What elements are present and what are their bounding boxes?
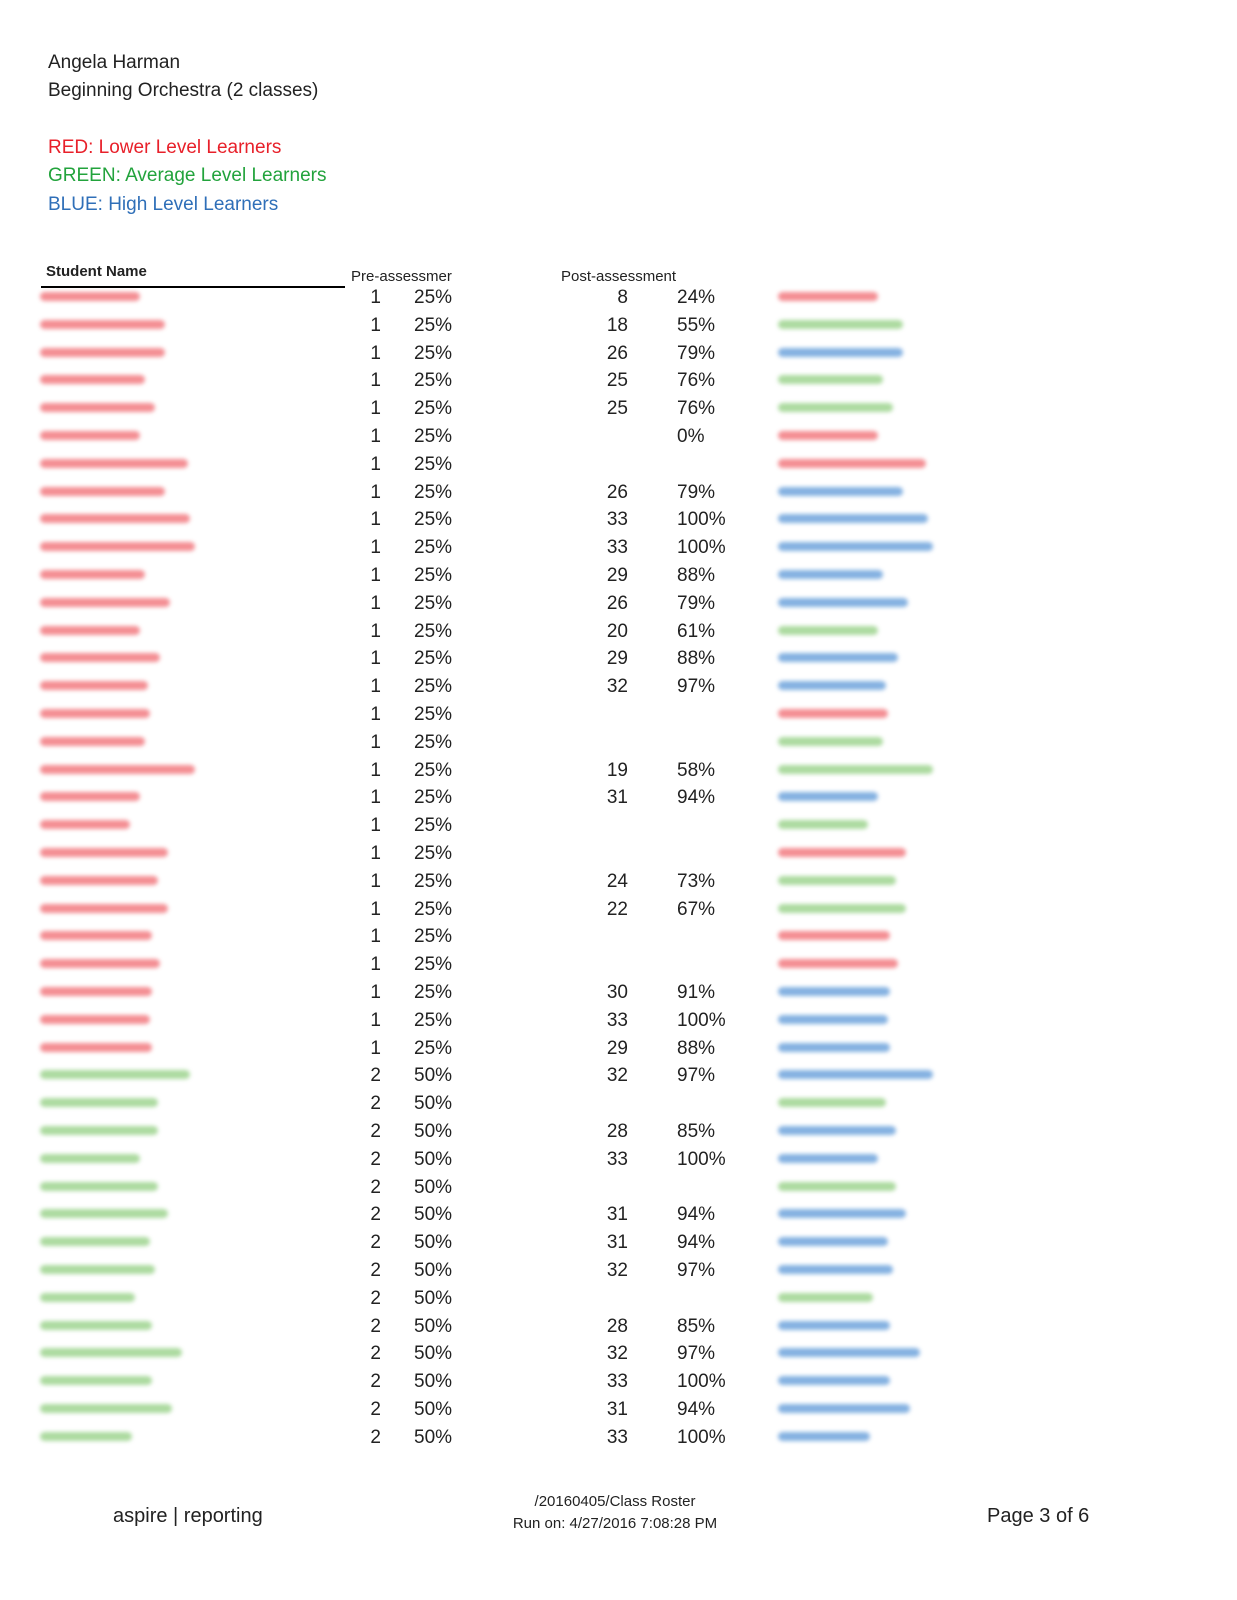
post-assessment-percent: 73% (677, 870, 716, 892)
table-row (0, 954, 1237, 982)
post-assessment-score: 30 (606, 982, 628, 1003)
pre-assessment-level: 1 (370, 592, 381, 614)
post-assessment-score: 33 (606, 1426, 628, 1448)
pre-assessment-level: 1 (370, 898, 381, 920)
pre-assessment-level: 1 (370, 398, 381, 420)
student-name-grouped-redacted (778, 737, 883, 746)
post-assessment-score: 31 (606, 787, 628, 809)
column-header-student-name: Student Name (46, 263, 147, 280)
table-row (0, 370, 1237, 398)
post-assessment-score: 26 (606, 481, 628, 503)
student-name-redacted (40, 514, 190, 523)
table-row (0, 1399, 1237, 1427)
pre-assessment-percent: 50% (414, 1399, 453, 1420)
post-assessment-score: 25 (606, 370, 628, 392)
post-assessment-percent: 76% (677, 398, 716, 420)
pre-assessment-level: 2 (370, 1371, 381, 1393)
post-assessment-percent: 88% (677, 648, 716, 670)
post-assessment-percent: 100% (677, 537, 726, 559)
table-row (0, 565, 1237, 593)
table-row (0, 1093, 1237, 1121)
pre-assessment-percent: 25% (414, 481, 453, 503)
student-name-redacted (40, 403, 155, 412)
student-name-redacted (40, 1154, 140, 1163)
table-row (0, 648, 1237, 676)
student-name-grouped-redacted (778, 848, 906, 857)
student-name-redacted (40, 320, 165, 329)
student-name-grouped-redacted (778, 820, 868, 829)
pre-assessment-level: 2 (370, 1093, 381, 1115)
table-row (0, 1038, 1237, 1066)
post-assessment-percent: 79% (677, 481, 716, 503)
pre-assessment-level: 2 (370, 1232, 381, 1254)
pre-assessment-level: 2 (370, 1426, 381, 1448)
post-assessment-score: 25 (606, 398, 628, 420)
post-assessment-score: 28 (606, 1121, 628, 1142)
post-assessment-percent: 100% (677, 1371, 726, 1393)
student-name-redacted (40, 987, 152, 996)
pre-assessment-level: 1 (370, 620, 381, 642)
pre-assessment-level: 1 (370, 481, 381, 503)
pre-assessment-level: 1 (370, 704, 381, 725)
student-name-grouped-redacted (778, 626, 878, 635)
pre-assessment-percent: 25% (414, 870, 453, 892)
column-header-post-assessment: Post-assessment (561, 268, 677, 285)
student-name-redacted (40, 848, 168, 857)
pre-assessment-level: 1 (370, 759, 381, 781)
post-assessment-score: 33 (606, 1009, 628, 1031)
post-assessment-score: 33 (606, 537, 628, 559)
post-assessment-score: 24 (606, 870, 628, 892)
table-row (0, 982, 1237, 1010)
student-name-grouped-redacted (778, 1293, 873, 1302)
table-row (0, 454, 1237, 482)
student-name-grouped-redacted (778, 487, 903, 496)
pre-assessment-level: 2 (370, 1148, 381, 1170)
post-assessment-score: 33 (606, 509, 628, 531)
pre-assessment-level: 1 (370, 342, 381, 364)
table-row (0, 509, 1237, 537)
post-assessment-score: 19 (606, 759, 628, 781)
footer-path: /20160405/Class Roster (534, 1493, 696, 1510)
post-assessment-score: 29 (606, 565, 628, 586)
table-row (0, 732, 1237, 760)
pre-assessment-level: 2 (370, 1315, 381, 1337)
student-name-grouped-redacted (778, 292, 878, 301)
pre-assessment-percent: 50% (414, 1287, 453, 1309)
footer-brand: aspire | reporting (113, 1505, 263, 1527)
post-assessment-percent: 97% (677, 676, 716, 698)
post-assessment-percent: 88% (677, 565, 716, 586)
post-assessment-score: 22 (606, 898, 628, 920)
table-row (0, 1149, 1237, 1177)
student-name-redacted (40, 737, 145, 746)
pre-assessment-level: 2 (370, 1121, 381, 1142)
post-assessment-percent: 24% (677, 287, 716, 308)
student-name-grouped-redacted (778, 1404, 910, 1413)
student-name-grouped-redacted (778, 431, 878, 440)
student-name-grouped-redacted (778, 1348, 920, 1357)
post-assessment-score: 32 (606, 1343, 628, 1365)
pre-assessment-percent: 25% (414, 565, 453, 586)
pre-assessment-level: 1 (370, 815, 381, 837)
pre-assessment-percent: 25% (414, 676, 453, 698)
table-row (0, 899, 1237, 927)
student-name-grouped-redacted (778, 792, 878, 801)
pre-assessment-level: 1 (370, 565, 381, 586)
pre-assessment-percent: 25% (414, 592, 453, 614)
pre-assessment-percent: 25% (414, 287, 453, 308)
post-assessment-score: 32 (606, 676, 628, 698)
student-name-redacted (40, 626, 140, 635)
post-assessment-percent: 97% (677, 1260, 716, 1281)
post-assessment-percent: 91% (677, 982, 716, 1003)
table-row (0, 843, 1237, 871)
student-name-redacted (40, 1432, 132, 1441)
table-row (0, 926, 1237, 954)
pre-assessment-level: 2 (370, 1343, 381, 1365)
post-assessment-percent: 76% (677, 370, 716, 392)
post-assessment-score: 18 (606, 314, 628, 336)
pre-assessment-level: 1 (370, 843, 381, 864)
pre-assessment-percent: 50% (414, 1315, 453, 1337)
student-name-redacted (40, 459, 188, 468)
pre-assessment-percent: 25% (414, 342, 453, 364)
column-header-pre-assessment: Pre-assessmer (351, 268, 452, 285)
student-name-redacted (40, 1043, 152, 1052)
student-name-redacted (40, 1293, 135, 1302)
student-name-redacted (40, 1070, 190, 1079)
student-name-redacted (40, 792, 140, 801)
pre-assessment-percent: 25% (414, 314, 453, 336)
student-name-redacted (40, 292, 140, 301)
post-assessment-percent: 94% (677, 1204, 716, 1226)
pre-assessment-percent: 25% (414, 398, 453, 420)
pre-assessment-level: 1 (370, 926, 381, 948)
student-name-grouped-redacted (778, 375, 883, 384)
pre-assessment-percent: 25% (414, 843, 453, 864)
post-assessment-percent: 0% (677, 426, 705, 447)
pre-assessment-percent: 25% (414, 453, 453, 475)
pre-assessment-percent: 25% (414, 620, 453, 642)
student-name-grouped-redacted (778, 542, 933, 551)
student-name-redacted (40, 598, 170, 607)
pre-assessment-level: 1 (370, 314, 381, 336)
pre-assessment-level: 1 (370, 731, 381, 753)
post-assessment-percent: 94% (677, 1399, 716, 1420)
student-name-redacted (40, 542, 195, 551)
pre-assessment-percent: 50% (414, 1371, 453, 1393)
post-assessment-percent: 61% (677, 620, 716, 642)
student-name-grouped-redacted (778, 765, 933, 774)
student-name-redacted (40, 653, 160, 662)
table-row (0, 1371, 1237, 1399)
pre-assessment-percent: 25% (414, 982, 453, 1003)
table-row (0, 871, 1237, 899)
student-name-grouped-redacted (778, 1043, 890, 1052)
student-name-grouped-redacted (778, 876, 896, 885)
pre-assessment-percent: 25% (414, 509, 453, 531)
pre-assessment-level: 1 (370, 426, 381, 447)
pre-assessment-percent: 50% (414, 1343, 453, 1365)
student-name-grouped-redacted (778, 320, 903, 329)
teacher-name: Angela Harman (48, 52, 181, 73)
student-name-grouped-redacted (778, 681, 886, 690)
table-row (0, 426, 1237, 454)
post-assessment-score: 26 (606, 342, 628, 364)
post-assessment-score: 31 (606, 1204, 628, 1226)
post-assessment-percent: 79% (677, 592, 716, 614)
table-row (0, 482, 1237, 510)
student-name-redacted (40, 431, 140, 440)
table-row (0, 1288, 1237, 1316)
pre-assessment-level: 2 (370, 1204, 381, 1226)
student-name-grouped-redacted (778, 598, 908, 607)
post-assessment-score: 32 (606, 1065, 628, 1087)
table-row (0, 1065, 1237, 1093)
table-row (0, 1204, 1237, 1232)
student-name-grouped-redacted (778, 348, 903, 357)
student-name-redacted (40, 1404, 172, 1413)
student-name-grouped-redacted (778, 1098, 886, 1107)
pre-assessment-percent: 50% (414, 1232, 453, 1254)
student-name-redacted (40, 1376, 152, 1385)
post-assessment-score: 26 (606, 592, 628, 614)
post-assessment-percent: 55% (677, 314, 716, 336)
table-row (0, 593, 1237, 621)
pre-assessment-percent: 25% (414, 731, 453, 753)
student-name-grouped-redacted (778, 403, 893, 412)
post-assessment-percent: 100% (677, 509, 726, 531)
student-name-redacted (40, 1321, 152, 1330)
legend-red: RED: Lower Level Learners (48, 137, 282, 158)
legend-blue: BLUE: High Level Learners (48, 194, 279, 215)
table-row (0, 676, 1237, 704)
pre-assessment-percent: 50% (414, 1093, 453, 1115)
post-assessment-percent: 79% (677, 342, 716, 364)
pre-assessment-percent: 25% (414, 370, 453, 392)
pre-assessment-percent: 50% (414, 1148, 453, 1170)
post-assessment-score: 31 (606, 1399, 628, 1420)
student-name-grouped-redacted (778, 959, 898, 968)
post-assessment-score: 32 (606, 1260, 628, 1281)
pre-assessment-level: 1 (370, 870, 381, 892)
table-row (0, 1232, 1237, 1260)
pre-assessment-level: 1 (370, 1037, 381, 1059)
student-name-grouped-redacted (778, 514, 928, 523)
pre-assessment-percent: 25% (414, 815, 453, 837)
post-assessment-percent: 67% (677, 898, 716, 920)
post-assessment-score: 31 (606, 1232, 628, 1254)
legend-green: GREEN: Average Level Learners (48, 165, 327, 186)
student-name-grouped-redacted (778, 904, 906, 913)
student-name-redacted (40, 1237, 150, 1246)
pre-assessment-percent: 50% (414, 1176, 453, 1198)
pre-assessment-percent: 25% (414, 426, 453, 447)
student-name-redacted (40, 681, 148, 690)
pre-assessment-percent: 25% (414, 926, 453, 948)
pre-assessment-percent: 25% (414, 787, 453, 809)
student-name-grouped-redacted (778, 1154, 878, 1163)
post-assessment-percent: 85% (677, 1315, 716, 1337)
post-assessment-score: 29 (606, 648, 628, 670)
student-name-redacted (40, 709, 150, 718)
student-name-redacted (40, 487, 165, 496)
student-name-redacted (40, 959, 160, 968)
student-name-redacted (40, 1209, 168, 1218)
student-name-redacted (40, 348, 165, 357)
footer-run-on: Run on: 4/27/2016 7:08:28 PM (512, 1515, 718, 1532)
pre-assessment-percent: 50% (414, 1121, 453, 1142)
student-name-grouped-redacted (778, 1182, 896, 1191)
pre-assessment-level: 1 (370, 509, 381, 531)
table-row (0, 621, 1237, 649)
student-name-grouped-redacted (778, 653, 898, 662)
pre-assessment-level: 1 (370, 982, 381, 1003)
student-name-grouped-redacted (778, 1321, 890, 1330)
pre-assessment-level: 2 (370, 1399, 381, 1420)
pre-assessment-level: 2 (370, 1176, 381, 1198)
student-name-grouped-redacted (778, 1126, 896, 1135)
pre-assessment-percent: 25% (414, 704, 453, 725)
table-row (0, 787, 1237, 815)
table-row (0, 704, 1237, 732)
post-assessment-percent: 100% (677, 1009, 726, 1031)
pre-assessment-percent: 25% (414, 898, 453, 920)
student-name-grouped-redacted (778, 987, 890, 996)
pre-assessment-percent: 25% (414, 759, 453, 781)
table-row (0, 1121, 1237, 1149)
pre-assessment-percent: 25% (414, 537, 453, 559)
student-name-redacted (40, 1348, 182, 1357)
table-row (0, 315, 1237, 343)
pre-assessment-percent: 50% (414, 1065, 453, 1087)
footer-page-number: Page 3 of 6 (987, 1505, 1090, 1527)
post-assessment-score: 29 (606, 1037, 628, 1059)
student-name-grouped-redacted (778, 1015, 888, 1024)
pre-assessment-percent: 25% (414, 1009, 453, 1031)
student-name-redacted (40, 1126, 158, 1135)
pre-assessment-level: 2 (370, 1287, 381, 1309)
student-name-redacted (40, 570, 145, 579)
table-row (0, 1427, 1237, 1455)
pre-assessment-level: 1 (370, 453, 381, 475)
pre-assessment-percent: 50% (414, 1260, 453, 1281)
student-name-grouped-redacted (778, 1070, 933, 1079)
pre-assessment-level: 1 (370, 370, 381, 392)
student-name-redacted (40, 931, 152, 940)
student-name-redacted (40, 1265, 155, 1274)
post-assessment-percent: 100% (677, 1148, 726, 1170)
table-row (0, 398, 1237, 426)
post-assessment-score: 28 (606, 1315, 628, 1337)
table-row (0, 1343, 1237, 1371)
pre-assessment-level: 1 (370, 287, 381, 308)
post-assessment-score: 8 (617, 287, 628, 308)
student-name-redacted (40, 1182, 158, 1191)
student-name-grouped-redacted (778, 1432, 870, 1441)
pre-assessment-level: 1 (370, 537, 381, 559)
pre-assessment-level: 1 (370, 676, 381, 698)
student-name-redacted (40, 1015, 150, 1024)
table-row (0, 760, 1237, 788)
table-row (0, 1260, 1237, 1288)
post-assessment-score: 33 (606, 1148, 628, 1170)
student-name-redacted (40, 1098, 158, 1107)
post-assessment-percent: 88% (677, 1037, 716, 1059)
student-name-grouped-redacted (778, 1237, 888, 1246)
student-name-redacted (40, 820, 130, 829)
pre-assessment-level: 1 (370, 648, 381, 670)
post-assessment-percent: 94% (677, 1232, 716, 1254)
pre-assessment-level: 1 (370, 954, 381, 976)
post-assessment-score: 20 (606, 620, 628, 642)
table-row (0, 343, 1237, 371)
post-assessment-percent: 97% (677, 1343, 716, 1365)
student-name-grouped-redacted (778, 931, 890, 940)
pre-assessment-percent: 25% (414, 1037, 453, 1059)
table-row (0, 1316, 1237, 1344)
post-assessment-percent: 100% (677, 1426, 726, 1448)
student-name-grouped-redacted (778, 1209, 906, 1218)
student-name-redacted (40, 765, 195, 774)
student-name-redacted (40, 876, 158, 885)
post-assessment-score: 33 (606, 1371, 628, 1393)
pre-assessment-level: 2 (370, 1065, 381, 1087)
student-name-grouped-redacted (778, 1376, 890, 1385)
student-name-grouped-redacted (778, 709, 888, 718)
pre-assessment-level: 1 (370, 1009, 381, 1031)
pre-assessment-level: 2 (370, 1260, 381, 1281)
student-name-redacted (40, 375, 145, 384)
pre-assessment-percent: 50% (414, 1204, 453, 1226)
student-name-redacted (40, 904, 168, 913)
pre-assessment-percent: 25% (414, 648, 453, 670)
table-row (0, 537, 1237, 565)
table-row (0, 1010, 1237, 1038)
post-assessment-percent: 58% (677, 759, 716, 781)
post-assessment-percent: 94% (677, 787, 716, 809)
post-assessment-percent: 97% (677, 1065, 716, 1087)
student-name-grouped-redacted (778, 459, 926, 468)
pre-assessment-percent: 25% (414, 954, 453, 976)
table-row (0, 815, 1237, 843)
student-name-grouped-redacted (778, 570, 883, 579)
table-row (0, 1177, 1237, 1205)
course-title: Beginning Orchestra (2 classes) (48, 80, 319, 101)
pre-assessment-level: 1 (370, 787, 381, 809)
table-row (0, 287, 1237, 315)
footer-meta (480, 1491, 750, 1535)
student-name-grouped-redacted (778, 1265, 893, 1274)
pre-assessment-percent: 50% (414, 1426, 453, 1448)
post-assessment-percent: 85% (677, 1121, 716, 1142)
